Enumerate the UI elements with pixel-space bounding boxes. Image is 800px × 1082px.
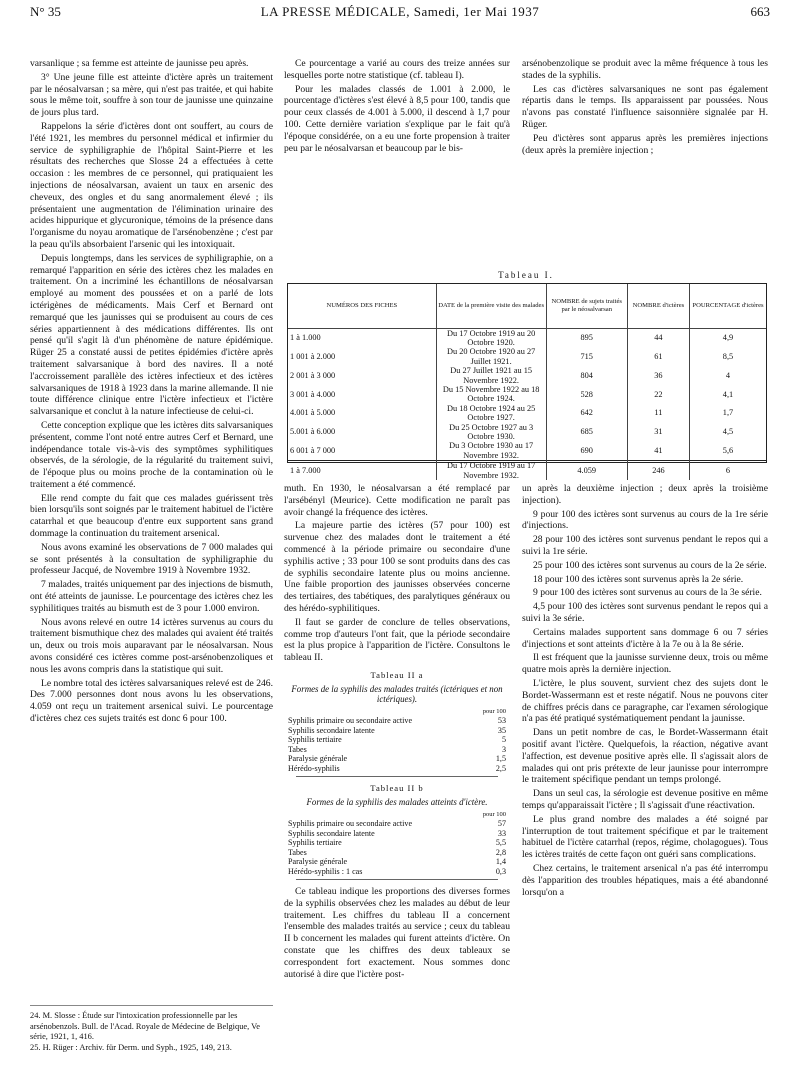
paragraph: Dans un petit nombre de cas, le Bordet-Wassermann était positif avant l'ictère. Quelquefois, la réaction, négative avant l'affection, est devenue positive après elle. Il s'agissait alors de malades qui ont pris prétexte de leur jaunisse pour interrompre le traitement spécifique pendant un temps prolongé. <box>522 727 768 786</box>
cell-pct: 4 <box>689 366 766 385</box>
paragraph: La majeure partie des ictères (57 pour 100) est survenue chez des malades dont le traitement a été commencé à la période primaire ou secondaire d'une syphilis active ; 33 pour 100 se sont produits dans des cas de syphilis secondaire latente plus ou moins ancienne. Une faible proportion des jaunisses observées concerne des tertiaires, des tabétiques, des paralytiques généraux ou des hérédo-syphilitiques. <box>284 520 510 614</box>
column-header: DATE de la première visite des malades <box>436 284 546 328</box>
paragraph: Il faut se garder de conclure de telles observations, comme trop d'auteurs l'ont fait, que la période secondaire est la plus propice à l'apparition de l'ictère. Consultons le tableau II. <box>284 616 510 664</box>
cell-range: 3 001 à 4.000 <box>288 385 436 404</box>
row-value: 35 <box>497 725 506 735</box>
page-header <box>30 4 770 26</box>
cell-dates: Du 3 Octobre 1930 au 17 Novembre 1932. <box>436 441 546 460</box>
table-row <box>284 838 510 848</box>
paragraph: Nous avons examiné les observations de 7 000 malades qui se sont présentés à la consultation de syphiligraphie du professeur Jacqué, de Novembre 1919 à Novembre 1932. <box>30 541 273 577</box>
row-value: 5 <box>501 735 506 745</box>
paragraph: Ce pourcentage a varié au cours des treize années sur lesquelles porte notre statistique (cf. tableau I). <box>284 58 510 81</box>
table-row <box>284 819 510 829</box>
table-row <box>288 404 766 423</box>
row-label: Syphilis tertiaire <box>288 735 342 745</box>
cell-dates: Du 17 Octobre 1919 au 17 Novembre 1932. <box>436 461 546 480</box>
cell-icteres: 22 <box>627 385 689 404</box>
cell-pct: 8,5 <box>689 347 766 366</box>
footnotes <box>30 1005 273 1053</box>
paragraph: 3° Une jeune fille est atteinte d'ictère après un traitement par le néosalvarsan ; sa mère, qui n'est pas traitée, et qui habite sous le même toit, souffre à son tour de jaunisse une quinzaine de jours plus tard. <box>30 71 273 119</box>
table-row <box>288 366 766 385</box>
column-right-top <box>522 58 768 158</box>
row-value: 1,4 <box>495 857 506 867</box>
paragraph: Les cas d'ictères salvarsaniques ne sont pas également répartis dans le temps. Ils apparaissent par poussées. Nous n'avons pas constaté l'influence saisonnière signalée par H. Rüger. <box>522 83 768 130</box>
table-2a-label: Tableau II a <box>370 669 424 680</box>
cell-range: 1 à 1.000 <box>288 328 436 347</box>
cell-dates: Du 15 Novembre 1922 au 18 Octobre 1924. <box>436 385 546 404</box>
table-row <box>288 328 766 347</box>
paragraph: Elle rend compte du fait que ces malades guérissent très bien lorsqu'ils sont soignés par le traitement habituel de l'ictère catarrhal et que beaucoup d'entre eux supportent sans grand dommage la continuation du traitement arsenical. <box>30 492 273 540</box>
table-2b-label: Tableau II b <box>370 783 424 794</box>
cell-dates: Du 17 Octobre 1919 au 20 Octobre 1920. <box>436 328 546 347</box>
cell-pct: 4,5 <box>689 423 766 442</box>
cell-range: 6 001 à 7 000 <box>288 441 436 460</box>
table-row <box>284 716 510 726</box>
paragraph: 7 malades, traités uniquement par des injections de bismuth, ont été atteints de jaunisse. Le pourcentage des ictères chez les syphilitiques traités au bismuth est de 3 pour 1.000 environ. <box>30 579 273 614</box>
paragraph: Ce tableau indique les proportions des diverses formes de la syphilis observées chez les malades au début de leur traitement. Les chiffres du tableau II a concernent l'ensemble des malades traités au service ; ceux du tableau II b concernent les malades qui furent atteints d'ictère. On constate que les chiffres des deux tableaux se correspondent fort exactement. Nous sommes donc autorisé à dire que l'ictère post- <box>284 886 510 980</box>
column-right-bottom <box>522 483 768 900</box>
table-caption: Tableau I. <box>498 270 554 280</box>
paragraph: varsanlique ; sa femme est atteinte de jaunisse peu après. <box>30 58 249 69</box>
table-2b <box>284 810 510 877</box>
paragraph: Chez certains, le traitement arsenical n'a pas été interrompu dès l'apparition des troubles hépatiques, mais a été abandonné lorsqu'on a <box>522 862 768 898</box>
table-row <box>284 735 510 745</box>
table-2b-caption: Formes de la syphilis des malades atteints d'ictère. <box>306 797 488 808</box>
paragraph: Rappelons la série d'ictères dont ont souffert, au cours de l'été 1921, les membres du personnel médical et infirmier du service de syphiligraphie de l'hôpital Saint-Pierre et les résultats des recherches que Slosse 24 a effectuées à cette occasion : les membres de ce personnel, qui pratiquaient les injections de néosalvarsan, avaient un taux en arsenic des cheveux, des ongles et du sang anormalement élevé ; ils présentaient une augmentation de l'élimination urinaire des acides hippurique et glycuronique, témoins de la présence dans l'organisme du noyau aromatique de l'arsénobenzène ; c'est par la peau qu'ils absorbaient l'arsenic qui les intoxiquait. <box>30 120 273 250</box>
table-row <box>284 857 510 867</box>
row-value: 33 <box>497 828 506 838</box>
table-row <box>288 347 766 366</box>
cell-range: 1 001 à 2.000 <box>288 347 436 366</box>
paragraph: 9 pour 100 des ictères sont survenus au cours de la 3e série. <box>533 587 762 599</box>
cell-icteres: 31 <box>627 423 689 442</box>
cell-icteres: 41 <box>627 441 689 460</box>
column-header: NUMÉROS DES FICHES <box>288 284 436 328</box>
table-total-row <box>288 461 766 480</box>
paragraph: Nous avons relevé en outre 14 ictères survenus au cours du traitement bismuthique chez des malades qui avaient été traités un, deux ou trois mois auparavant par le néosalvarsan. Nous avons considéré ces ictères comme post-arsénobenzoliques et nous les avons compris dans la statistique qui suit. <box>30 616 273 675</box>
paragraph: L'ictère, le plus souvent, survient chez des sujets dont le Bordet-Wassermann est et reste négatif. Nous ne pouvons citer de chiffres précis dans ce paragraphe, car l'examen sérologique n'a pas été pratiqué systématiquement pendant la jaunisse. <box>522 677 768 725</box>
cell-pct: 5,6 <box>689 441 766 460</box>
cell-range: 1 à 7.000 <box>288 461 436 480</box>
paragraph: Peu d'ictères sont apparus après les premières injections (deux après la première injection ; <box>522 132 768 156</box>
table-row <box>284 829 510 839</box>
row-label: Tabes <box>288 847 307 857</box>
page-number: 663 <box>750 4 770 19</box>
cell-icteres: 11 <box>627 404 689 423</box>
cell-icteres: 44 <box>627 328 689 347</box>
cell-treated: 685 <box>546 423 627 442</box>
cell-treated: 528 <box>546 385 627 404</box>
row-label: Syphilis primaire ou secondaire active <box>288 716 413 726</box>
paragraph: Pour les malades classés de 1.001 à 2.000, le pourcentage d'ictères s'est élevé à 8,5 pour 100, tandis que pour ceux classés de 4.001 à 5.000, il descend à 1,7 pour 100. Cette dernière variation s'explique par le fait qu'à l'époque considérée, on a eu une forte propension à traiter peu par le néosalvarsan et beaucoup par le bis- <box>284 83 510 154</box>
row-label: Hérédo-syphilis <box>288 763 340 773</box>
row-label: Tabes <box>288 744 307 754</box>
row-label: Syphilis tertiaire <box>288 838 342 848</box>
cell-dates: Du 20 Octobre 1920 au 27 Juillet 1921. <box>436 347 546 366</box>
column-left <box>30 58 273 727</box>
paragraph: Cette conception explique que les ictères dits salvarsaniques présentent, comme l'ont noté entre autres Cerf et Bernard, une indépendance totale vis-à-vis des symptômes syphilitiques observés, de la sérologie, de la régularité du traitement suivi, de l'époque plus ou moins proche de la contamination où le traitement a été commencé. <box>30 419 273 490</box>
journal-title: LA PRESSE MÉDICALE, Samedi, 1er Mai 1937 <box>260 4 540 19</box>
issue-number: N° 35 <box>30 4 61 19</box>
paragraph: 28 pour 100 des ictères sont survenus pendant le repos qui a suivi la 1re série. <box>522 534 768 557</box>
divider <box>296 879 498 880</box>
paragraph: Il est fréquent que la jaunisse survienne deux, trois ou même quatre mois après la dernière injection. <box>522 652 768 676</box>
cell-treated: 642 <box>546 404 627 423</box>
table-row <box>284 848 510 858</box>
table-row <box>288 423 766 442</box>
divider <box>296 776 498 777</box>
paragraph: Le nombre total des ictères salvarsaniques relevé est de 246. Des 7.000 personnes dont nous avons lu les observations, 4.059 ont reçu un traitement arsenical suivi. Le pourcentage d'ictères chez ces sujets traités est donc 6 pour 100. <box>30 677 273 725</box>
cell-dates: Du 27 Juillet 1921 au 15 Novembre 1922. <box>436 366 546 385</box>
table-row <box>284 764 510 774</box>
paragraph: 4,5 pour 100 des ictères sont survenus pendant le repos qui a suivi la 3e série. <box>522 601 768 624</box>
row-value: 2,5 <box>495 763 506 773</box>
paragraph: muth. En 1930, le néosalvarsan a été remplacé par l'arsébényl (Meurice). Cette modification ne paraît pas avoir changé la fréquence des ictères. <box>284 483 510 518</box>
row-label: Syphilis secondaire latente <box>288 725 375 735</box>
unit-label: pour 100 <box>482 810 506 818</box>
paragraph: Le plus grand nombre des malades a été soigné par l'interruption de tout traitement spécifique et par le traitement habituel de l'ictère catarrhal (repos, régime, cholagogues). Tous les ictères traités de cette façon ont guéri sans complications. <box>522 813 768 861</box>
unit-label: pour 100 <box>482 707 506 715</box>
table-1 <box>287 283 767 480</box>
row-value: 57 <box>497 819 506 829</box>
cell-pct: 6 <box>689 461 766 480</box>
cell-icteres: 246 <box>627 461 689 480</box>
column-middle-bottom <box>284 483 510 982</box>
table-row <box>284 867 510 877</box>
cell-treated: 715 <box>546 347 627 366</box>
cell-treated: 804 <box>546 366 627 385</box>
table-2a <box>284 707 510 774</box>
paragraph: arsénobenzolique se produit avec la même fréquence à tous les stades de la syphilis. <box>522 58 768 81</box>
table-row <box>288 441 766 460</box>
row-label: Paralysie générale <box>288 754 348 764</box>
row-label: Syphilis primaire ou secondaire active <box>288 819 413 829</box>
cell-range: 5.001 à 6.000 <box>288 423 436 442</box>
paragraph: un après la deuxième injection ; deux après la troisième injection). <box>522 483 768 506</box>
cell-icteres: 36 <box>627 366 689 385</box>
cell-treated: 4.059 <box>546 461 627 480</box>
cell-pct: 1,7 <box>689 404 766 423</box>
row-value: 5,5 <box>495 838 506 848</box>
paragraph: 25 pour 100 des ictères sont survenus au cours de la 2e série. <box>533 559 767 571</box>
table-row <box>284 754 510 764</box>
row-label: Syphilis secondaire latente <box>288 828 375 838</box>
cell-dates: Du 25 Octobre 1927 au 3 Octobre 1930. <box>436 423 546 442</box>
paragraph: 9 pour 100 des ictères sont survenus au cours de la 1re série d'injections. <box>522 508 768 532</box>
row-value: 53 <box>497 716 506 726</box>
cell-range: 2 001 à 3 000 <box>288 366 436 385</box>
paragraph: Dans un seul cas, la sérologie est devenue positive en même temps qu'apparaissait l'ictère ; Il s'agissait d'une réactivation. <box>522 788 768 811</box>
footnote: 25. H. Rüger : Archiv. für Derm. und Syph., 1925, 149, 213. <box>30 1042 232 1052</box>
cell-range: 4.001 à 5.000 <box>288 404 436 423</box>
cell-icteres: 61 <box>627 347 689 366</box>
row-value: 1,5 <box>495 754 506 764</box>
row-label: Paralysie générale <box>288 857 348 867</box>
column-header: NOMBRE d'ictères <box>627 284 689 328</box>
cell-treated: 690 <box>546 441 627 460</box>
row-label: Hérédo-syphilis : 1 cas <box>288 866 363 876</box>
row-value: 3 <box>501 744 506 754</box>
cell-pct: 4,9 <box>689 328 766 347</box>
table-row <box>288 385 766 404</box>
table-row <box>284 726 510 736</box>
footnote: 24. M. Slosse : Étude sur l'intoxication professionnelle par les arsénobenzols. Bull. de l'Acad. Royale de Médecine de Belgique, Ve série, 1921, 1, 416. <box>30 1011 260 1041</box>
table-2a-caption: Formes de la syphilis des malades traités (ictériques et non ictériques). <box>291 683 503 705</box>
column-header: POURCENTAGE d'ictères <box>689 284 766 328</box>
cell-dates: Du 18 Octobre 1924 au 25 Octobre 1927. <box>436 404 546 423</box>
row-value: 0,3 <box>495 866 506 876</box>
column-header: NOMBRE de sujets traités par le néosalvarsan <box>546 284 627 328</box>
paragraph: Certains malades supportent sans dommage 6 ou 7 séries d'injections et sont atteints d'ictère à la 7e ou à la 8e série. <box>522 626 768 650</box>
table-row <box>284 745 510 755</box>
paragraph: Depuis longtemps, dans les services de syphiligraphie, on a remarqué l'apparition en série des ictères chez les malades en traitement. On a incriminé les échantillons de néosalvarsan employé au moment des poussées et on a parlé de lots ictérigènes de médicaments. Mais Cerf et Bernard ont remarqué que les jaunisses qui se produisent au cours de ces séries appartiennent à des médications différentes. Ils ont pensé qu'il s'agit là d'un phénomène de nature épidémique. Rüger 25 a constaté aussi de petites épidémies d'ictère après traitement salvarsanique à bord des navires. Il a noté l'accroissement parallèle des ictères infectieux et des ictères salvarsaniques de 1918 à 1923 dans la marine allemande. Il nie toute différence clinique entre l'ictère infectieux et l'ictère salvarsanique et conclut à la nature infectieuse de celui-ci. <box>30 252 273 418</box>
row-value: 2,8 <box>495 847 506 857</box>
column-middle-top <box>284 58 510 156</box>
paragraph: 18 pour 100 des ictères sont survenus après la 2e série. <box>533 573 744 585</box>
cell-treated: 895 <box>546 328 627 347</box>
cell-pct: 4,1 <box>689 385 766 404</box>
